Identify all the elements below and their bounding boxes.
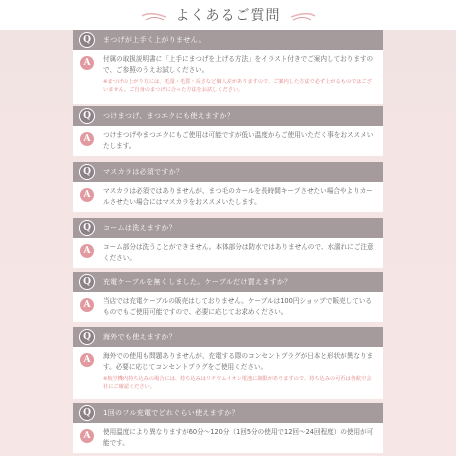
- question-text: 1回のフル充電でどれぐらい使えますか？: [103, 409, 239, 417]
- question-text: つけまつげ、まつエクにも使えますか？: [103, 112, 235, 120]
- question-text: マスカラは必須ですか？: [103, 168, 184, 176]
- left-ribbon-icon: [140, 8, 168, 22]
- question-bar[interactable]: [73, 106, 383, 126]
- a-badge-icon: A: [79, 297, 95, 313]
- answer-text: つけまつげやまつエクにもご使用は可能ですが低い温度からご使用いただく事をおススメいたします。: [103, 131, 374, 150]
- answer-text: 付属の取扱説明書に「上手にまつげを上げる方法」をイラスト付きでご案内しておりますので、ご参照のうえお試しください。: [103, 55, 374, 74]
- a-badge-icon: A: [79, 131, 95, 147]
- q-badge-icon: Q: [79, 329, 95, 345]
- question-bar[interactable]: [73, 30, 383, 50]
- answer-note: ※まつげの上がり方には、毛量・毛質・長さなど個人差がありますので、ご案内した方法で必ず上がるものではございません。ご自身のまつげに合った方法をお試しください。: [103, 79, 372, 93]
- answer-box: [73, 423, 383, 453]
- answer-box: [73, 292, 383, 322]
- faq-item: [73, 106, 383, 156]
- q-badge-icon: Q: [79, 405, 95, 421]
- answer-box: [73, 182, 383, 212]
- question-text: コームは洗えますか？: [103, 224, 176, 232]
- question-bar[interactable]: [73, 218, 383, 238]
- page-title: よくあるご質問: [175, 8, 281, 24]
- answer-box: [73, 126, 383, 156]
- answer-box: [73, 238, 383, 268]
- a-badge-icon: A: [79, 428, 95, 444]
- question-text: まつげが上手く上がりません。: [103, 36, 206, 44]
- faq-item: [73, 30, 383, 104]
- question-text: 充電ケーブルを無くしました。ケーブルだけ買えますか？: [103, 278, 292, 286]
- answer-text: 当店では充電ケーブルの販売はしておりません。ケーブルは100円ショップで販売しているものでもご使用可能ですので、必要に応じてお求めください。: [103, 297, 373, 316]
- question-bar[interactable]: [73, 162, 383, 182]
- faq-item: [73, 327, 383, 399]
- answer-note: ※航空機内持ち込みの場合には、持ち込みはリチウムイオン電池に制限がありますので、持ち込みの可否は各航空会社にご確認ください。: [103, 376, 372, 390]
- right-ribbon-icon: [289, 8, 317, 22]
- faq-item: [73, 162, 383, 212]
- q-badge-icon: Q: [79, 108, 95, 124]
- question-bar[interactable]: [73, 327, 383, 347]
- question-text: 海外でも使えますか？: [103, 333, 176, 341]
- answer-text: マスカラは必須ではありませんが、まつ毛のカールを長時間キープさせたい場合やよりカールさせたい場合にはマスカラをおススメいたします。: [103, 187, 373, 206]
- q-badge-icon: Q: [79, 274, 95, 290]
- faq-item: [73, 272, 383, 322]
- answer-box: [73, 50, 383, 104]
- question-bar[interactable]: [73, 272, 383, 292]
- q-badge-icon: Q: [79, 32, 95, 48]
- question-bar[interactable]: [73, 403, 383, 423]
- answer-text: 海外での使用も問題ありませんが、充電する際のコンセントプラグが日本と形状が異なります。必要に応じてコンセントプラグをご使用ください。: [103, 352, 374, 371]
- answer-text: 使用温度により異なりますが60分～120分（1回5分の使用で12回～24回程度）の使用が可能です。: [103, 428, 374, 447]
- a-badge-icon: A: [79, 243, 95, 259]
- q-badge-icon: Q: [79, 220, 95, 236]
- page-header: [0, 0, 456, 30]
- a-badge-icon: A: [79, 187, 95, 203]
- a-badge-icon: A: [79, 55, 95, 71]
- faq-item: [73, 218, 383, 268]
- answer-box: [73, 347, 383, 399]
- q-badge-icon: Q: [79, 164, 95, 180]
- faq-item: [73, 403, 383, 453]
- a-badge-icon: A: [79, 352, 95, 368]
- answer-text: コーム部分は洗うことができません。本体部分は防水ではありませんので、水濡れにご注意ください。: [103, 243, 374, 262]
